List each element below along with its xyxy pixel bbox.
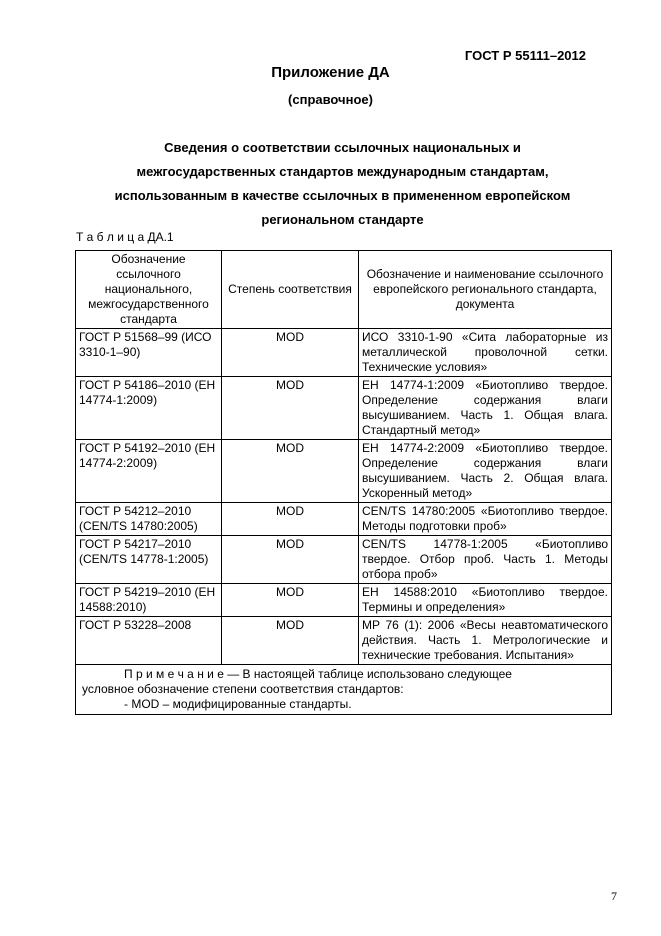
heading-line: Сведения о соответствии ссылочных национальных и bbox=[164, 140, 521, 155]
degree-cell: MOD bbox=[222, 377, 359, 440]
table-row bbox=[76, 440, 612, 503]
reference-standard-cell: ЕН 14588:2010 «Биотопливо твердое. Термины и определения» bbox=[359, 584, 612, 617]
appendix-subtitle: (справочное) bbox=[288, 92, 373, 107]
table-row bbox=[76, 329, 612, 377]
page-number: 7 bbox=[611, 889, 617, 903]
national-standard-cell: ГОСТ Р 54219–2010 (ЕН 14588:2010) bbox=[76, 584, 222, 617]
national-standard-cell: ГОСТ Р 54217–2010 (CEN/TS 14778-1:2005) bbox=[76, 536, 222, 584]
reference-standard-cell: CEN/TS 14778-1:2005 «Биотопливо твердое. Отбор проб. Часть 1. Методы отбора проб» bbox=[359, 536, 612, 584]
reference-standard-cell: CEN/TS 14780:2005 «Биотопливо твердое. Методы подготовки проб» bbox=[359, 503, 612, 536]
national-standard-cell: ГОСТ Р 54186–2010 (ЕН 14774-1:2009) bbox=[76, 377, 222, 440]
table-note bbox=[76, 665, 612, 715]
column-header-reference: Обозначение и наименование ссылочного европейского регионального стандарта, документа bbox=[359, 251, 612, 329]
degree-cell: MOD bbox=[222, 617, 359, 665]
degree-cell: MOD bbox=[222, 329, 359, 377]
document-code: ГОСТ Р 55111–2012 bbox=[464, 48, 586, 63]
note-heading: П р и м е ч а н и е — В настоящей таблице использовано следующее bbox=[124, 667, 512, 681]
national-standard-cell: ГОСТ Р 53228–2008 bbox=[76, 617, 222, 665]
table-row bbox=[76, 536, 612, 584]
degree-cell: MOD bbox=[222, 503, 359, 536]
table-note-row bbox=[76, 665, 612, 715]
appendix-title: Приложение ДА bbox=[271, 64, 390, 81]
note-line: - MOD – модифицированные стандарты. bbox=[124, 697, 352, 711]
correspondence-table bbox=[75, 250, 612, 715]
table-header-row bbox=[76, 251, 612, 329]
table-row bbox=[76, 377, 612, 440]
table-row bbox=[76, 617, 612, 665]
degree-cell: MOD bbox=[222, 536, 359, 584]
reference-standard-cell: ЕН 14774-1:2009 «Биотопливо твердое. Определение содержания влаги высушиванием. Часть 1. Общая влага. Стандартный метод» bbox=[359, 377, 612, 440]
reference-standard-cell: ЕН 14774-2:2009 «Биотопливо твердое. Определение содержания влаги высушиванием. Часть 2. Общая влага. Ускоренный метод» bbox=[359, 440, 612, 503]
reference-standard-cell: ИСО 3310-1-90 «Сита лабораторные из металлической проволочной сетки. Технические условия» bbox=[359, 329, 612, 377]
reference-standard-cell: МР 76 (1): 2006 «Весы неавтоматического действия. Часть 1. Метрологические и технические требования. Испытания» bbox=[359, 617, 612, 665]
national-standard-cell: ГОСТ Р 51568–99 (ИСО 3310-1–90) bbox=[76, 329, 222, 377]
heading-line: региональном стандарте bbox=[261, 212, 424, 227]
heading-line: межгосударственных стандартов международным стандартам, bbox=[136, 164, 549, 179]
heading-line: использованным в качестве ссылочных в примененном европейском bbox=[114, 188, 571, 203]
table-row bbox=[76, 503, 612, 536]
table-label: Т а б л и ц а ДА.1 bbox=[76, 230, 174, 244]
column-header-degree: Степень соответствия bbox=[222, 251, 359, 329]
national-standard-cell: ГОСТ Р 54192–2010 (ЕН 14774-2:2009) bbox=[76, 440, 222, 503]
degree-cell: MOD bbox=[222, 584, 359, 617]
note-line: условное обозначение степени соответствия стандартов: bbox=[82, 682, 404, 696]
table-row bbox=[76, 584, 612, 617]
degree-cell: MOD bbox=[222, 440, 359, 503]
section-heading bbox=[90, 136, 595, 232]
column-header-national: Обозначение ссылочного национального, межгосударственного стандарта bbox=[76, 251, 222, 329]
national-standard-cell: ГОСТ Р 54212–2010 (CEN/TS 14780:2005) bbox=[76, 503, 222, 536]
